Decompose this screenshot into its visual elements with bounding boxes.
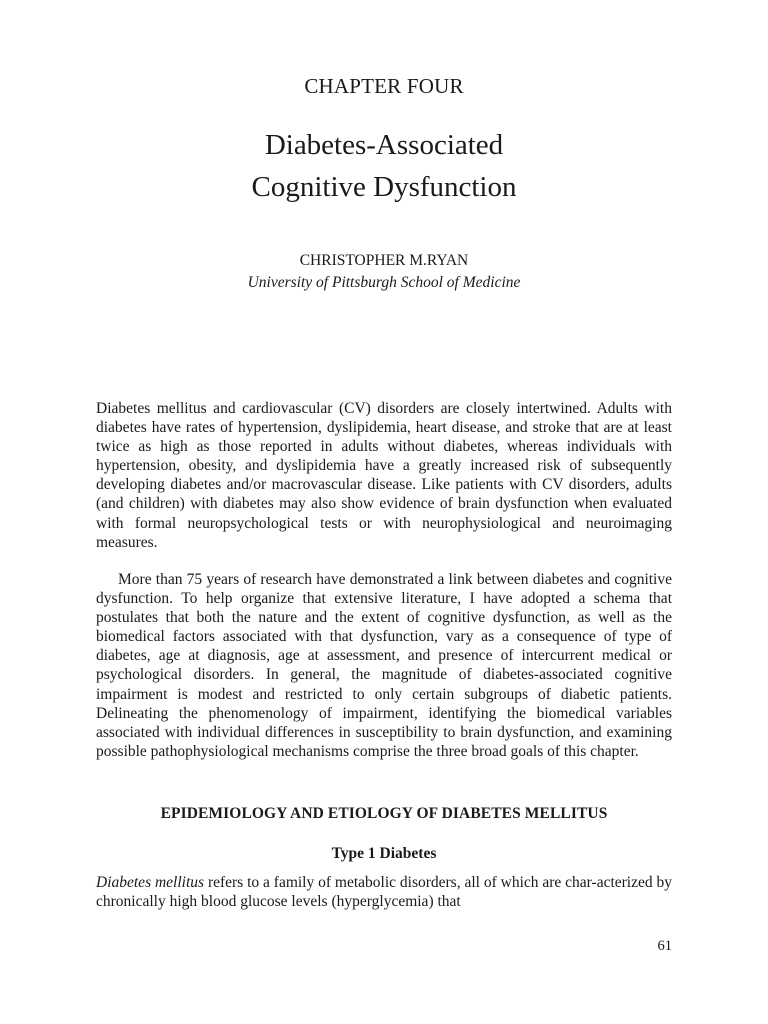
body-paragraph-2: More than 75 years of research have demonstrated a link between diabetes and cognitive dysfunction. To help organize that extensive literature, I have adopted a schema that postulates that both the nature and the extent of cognitive dysfunction, as well as the biomedical factors associated with that dysfunction, vary as a consequence of type of diabetes, age at diagnosis, age at assessment, and presence of intercurrent medical or psychological disorders. In general, the magnitude of diabetes-associated cognitive impairment is modest and restricted to only certain subgroups of diabetic patients. Delineating the phenomenology of impairment, identifying the biomedical variables associated with individual differences in susceptibility to brain dysfunction, and examining possible pathophysiological mechanisms comprise the three broad goals of this chapter. bbox=[96, 571, 672, 760]
author-name: CHRISTOPHER M.RYAN bbox=[299, 252, 469, 269]
section-heading: EPIDEMIOLOGY AND ETIOLOGY OF DIABETES MELLITUS bbox=[160, 805, 608, 822]
paragraph-3-text: refers to a family of metabolic disorders, all of which are char-acterized by chronically high blood glucose levels (hyperglycemia) that bbox=[96, 874, 672, 911]
page-number: 61 bbox=[657, 938, 672, 954]
chapter-label: CHAPTER FOUR bbox=[304, 74, 464, 98]
chapter-title-line-2: Cognitive Dysfunction bbox=[251, 171, 517, 203]
chapter-title bbox=[0, 124, 768, 208]
chapter-title-line-1: Diabetes-Associated bbox=[264, 129, 504, 161]
body-paragraph-1: Diabetes mellitus and cardiovascular (CV) disorders are closely intertwined. Adults with diabetes have rates of hypertension, dyslipidemia, heart disease, and stroke that are at least twice as high as those reported in adults without diabetes, whereas individuals with hypertension, obesity, and dyslipidemia have a greatly increased risk of subsequently developing diabetes and/or macrovascular disease. Like patients with CV disorders, adults (and children) with diabetes may also show evidence of brain dysfunction when evaluated with formal neuropsychological tests or with neurophysiological and neuroimaging measures. bbox=[96, 400, 672, 551]
italic-term: Diabetes mellitus bbox=[96, 874, 205, 891]
body-paragraph-3 bbox=[96, 873, 672, 911]
subsection-heading: Type 1 Diabetes bbox=[331, 845, 437, 862]
author-affiliation: University of Pittsburgh School of Medicine bbox=[247, 274, 521, 291]
